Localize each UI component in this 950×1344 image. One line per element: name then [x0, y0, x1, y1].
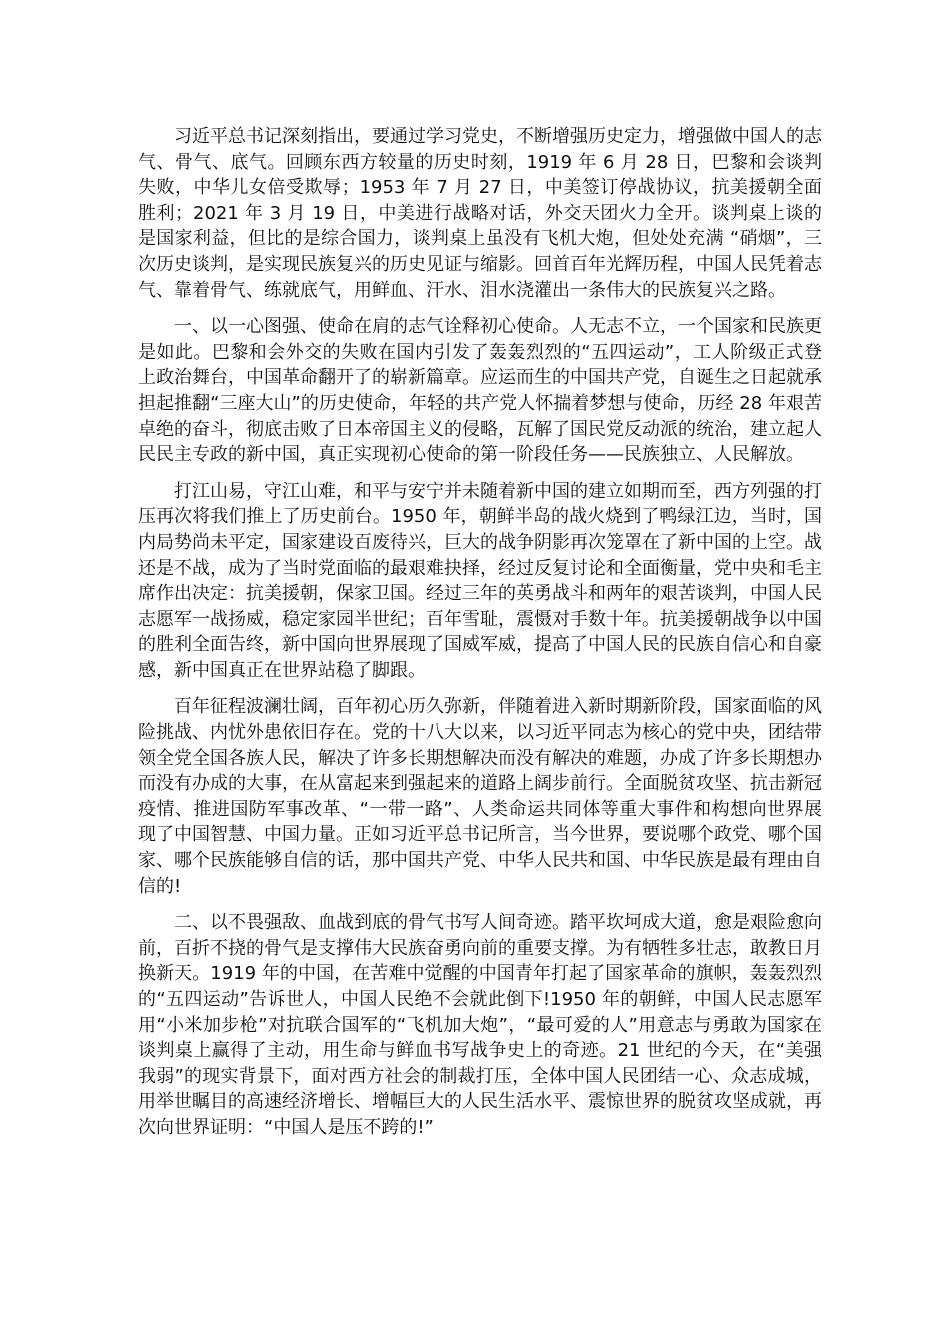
- paragraph-korean-war: 打江山易，守江山难，和平与安宁并未随着新中国的建立如期而至，西方列强的打压再次将我们推上了历史前台。1950 年，朝鲜半岛的战火烧到了鸭绿江边，当时，国内局势尚未平定，国家建设百废待兴，巨大的战争阴影再次笼罩在了新中国的上空。战还是不战，成为了当时党面临的最艰难抉择，经过反复讨论和全面衡量，党中央和毛主席作出决定：抗美援朝，保家卫国。经过三年的英勇战斗和两年的艰苦谈判，中国人民志愿军一战扬威，稳定家园半世纪；百年雪耻，震慑对手数十年。抗美援朝战争以中国的胜利全面告终，新中国向世界展现了国威军威，提高了中国人民的民族自信心和自豪感，新中国真正在世界站稳了脚跟。: [138, 480, 822, 681]
- paragraph-intro: 习近平总书记深刻指出，要通过学习党史，不断增强历史定力，增强做中国人的志气、骨气、底气。回顾东西方较量的历史时刻，1919 年 6 月 28 日，巴黎和会谈判失败，中华儿女倍受欺辱；1953 年 7 月 27 日，中美签订停战协议，抗美援朝全面胜利；2021 年 3 月 19 日，中美进行战略对话，外交天团火力全开。谈判桌上谈的是国家利益，但比的是综合国力，谈判桌上虽没有飞机大炮，但处处充满 “硝烟”，三次历史谈判，是实现民族复兴的历史见证与缩影。回首百年光辉历程，中国人民凭着志气、靠着骨气、练就底气，用鲜血、汗水、泪水浇灌出一条伟大的民族复兴之路。: [138, 126, 822, 301]
- paragraph-section-one: 一、以一心图强、使命在肩的志气诠释初心使命。人无志不立，一个国家和民族更是如此。巴黎和会外交的失败在国内引发了轰轰烈烈的“五四运动”，工人阶级正式登上政治舞台，中国革命翻开了的崭新篇章。应运而生的中国共产党，自诞生之日起就承担起推翻“三座大山”的历史使命，年轻的共产党人怀揣着梦想与使命，历经 28 年艰苦卓绝的奋斗，彻底击败了日本帝国主义的侵略，瓦解了国民党反动派的统治，建立起人民民主专政的新中国，真正实现初心使命的第一阶段任务——民族独立、人民解放。: [138, 316, 822, 466]
- paragraph-section-two: 二、以不畏强敌、血战到底的骨气书写人间奇迹。踏平坎坷成大道，愈是艰险愈向前，百折不挠的骨气是支撑伟大民族奋勇向前的重要支撑。为有牺牲多壮志，敢教日月换新天。1919 年的中国，在苦难中觉醒的中国青年打起了国家革命的旗帜，轰轰烈烈的“五四运动”告诉世人，中国人民绝不会就此倒下!1950 年的朝鲜，中国人民志愿军用“小米加步枪”对抗联合国军的“飞机加大炮”，“最可爱的人”用意志与勇敢为国家在谈判桌上赢得了主动，用生命与鲜血书写战争史上的奇迹。21 世纪的今天，在“美强我弱”的现实背景下，面对西方社会的制裁打压，全体中国人民团结一心、众志成城，用举世瞩目的高速经济增长、增幅巨大的人民生活水平、震惊世界的脱贫攻坚成就，再次向世界证明：“中国人是压不跨的!”: [138, 912, 822, 1138]
- document-body: [138, 124, 822, 1152]
- paragraph-new-era: 百年征程波澜壮阔，百年初心历久弥新，伴随着进入新时期新阶段，国家面临的风险挑战、内忧外患依旧存在。党的十八大以来，以习近平同志为核心的党中央，团结带领全党全国各族人民，解决了许多长期想解决而没有解决的难题，办成了许多长期想办而没有办成的大事，在从富起来到强起来的道路上阔步前行。全面脱贫攻坚、抗击新冠疫情、推进国防军事改革、“一带一路”、人类命运共同体等重大事件和构想向世界展现了中国智慧、中国力量。正如习近平总书记所言，当今世界，要说哪个政党、哪个国家、哪个民族能够自信的话，那中国共产党、中华人民共和国、中华民族是最有理由自信的!: [138, 696, 822, 897]
